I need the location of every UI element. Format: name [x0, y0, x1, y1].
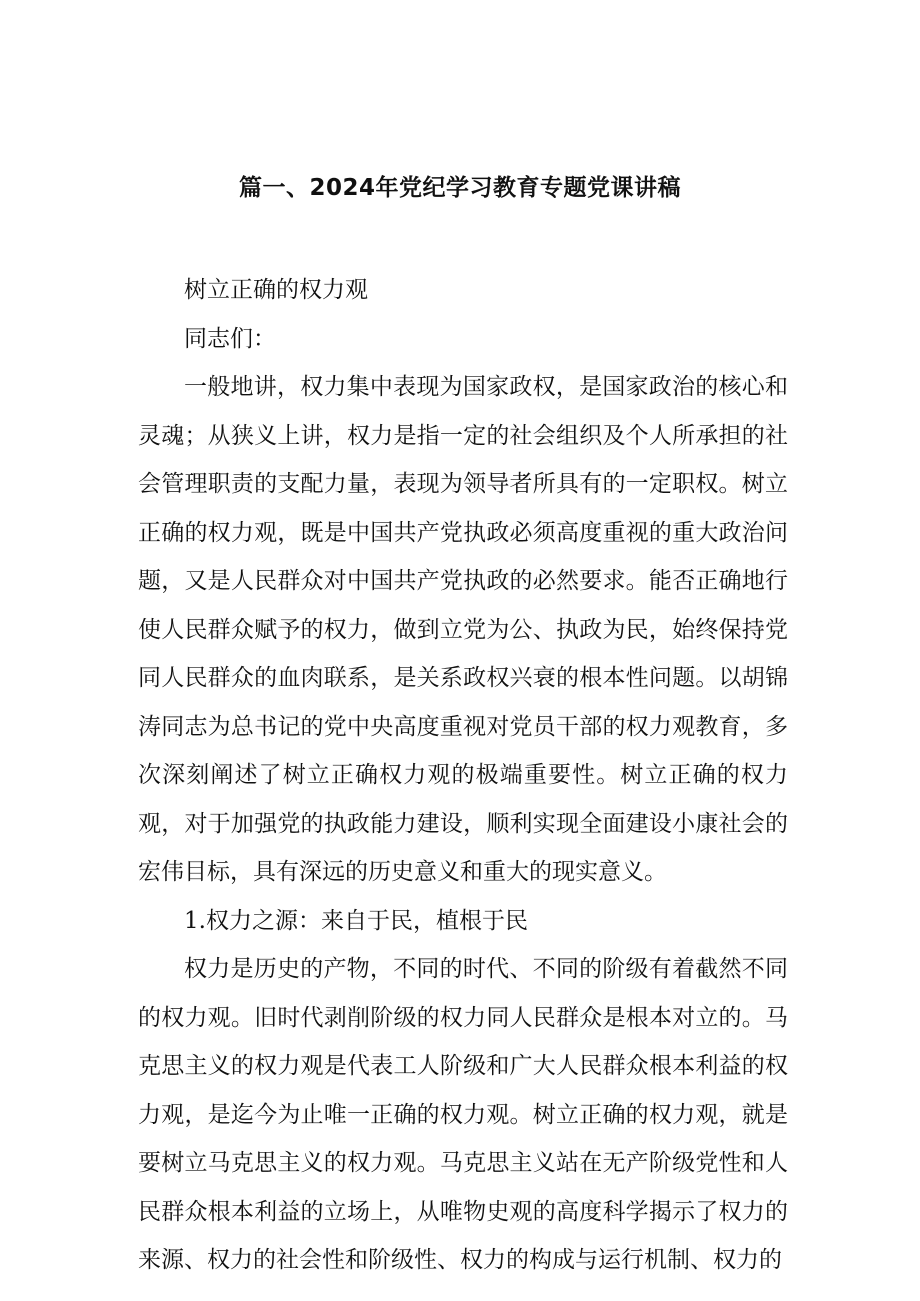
salutation-line: 同志们： — [184, 325, 276, 352]
subtitle-line: 树立正确的权力观 — [184, 277, 368, 303]
document-title: 篇一、2024年党纪学习教育专题党课讲稿 — [238, 175, 681, 201]
body-paragraph: 权力是历史的产物，不同的时代、不同的阶级有着截然不同的权力观。旧时代剥削阶级的权力同人民群众是根本对立的。马克思主义的权力观是代表工人阶级和广大人民群众根本利益的权力观，是迄今为止唯一正确的权力观。树立正确的权力观，就是要树立马克思主义的权力观。马克思主义站在无产阶级党性和人民群众根本利益的立场上，从唯物史观的高度科学揭示了权力的来源、权力的社会性和阶级性、权力的构成与运行机制、权力的 — [138, 956, 788, 1273]
section-heading: 1.权力之源：来自于民，植根于民 — [184, 907, 528, 934]
document-body — [138, 266, 788, 1285]
body-paragraph: 一般地讲，权力集中表现为国家政权，是国家政治的核心和灵魂；从狭义上讲，权力是指一定的社会组织及个人所承担的社会管理职责的支配力量，表现为领导者所具有的一定职权。树立正确的权力观，既是中国共产党执政必须高度重视的重大政治问题，又是人民群众对中国共产党执政的必然要求。能否正确地行使人民群众赋予的权力，做到立党为公、执政为民，始终保持党同人民群众的血肉联系，是关系政权兴衰的根本性问题。以胡锦涛同志为总书记的党中央高度重视对党员干部的权力观教育，多次深刻阐述了树立正确权力观的极端重要性。树立正确的权力观，对于加强党的执政能力建设，顺利实现全面建设小康社会的宏伟目标，具有深远的历史意义和重大的现实意义。 — [138, 374, 788, 885]
